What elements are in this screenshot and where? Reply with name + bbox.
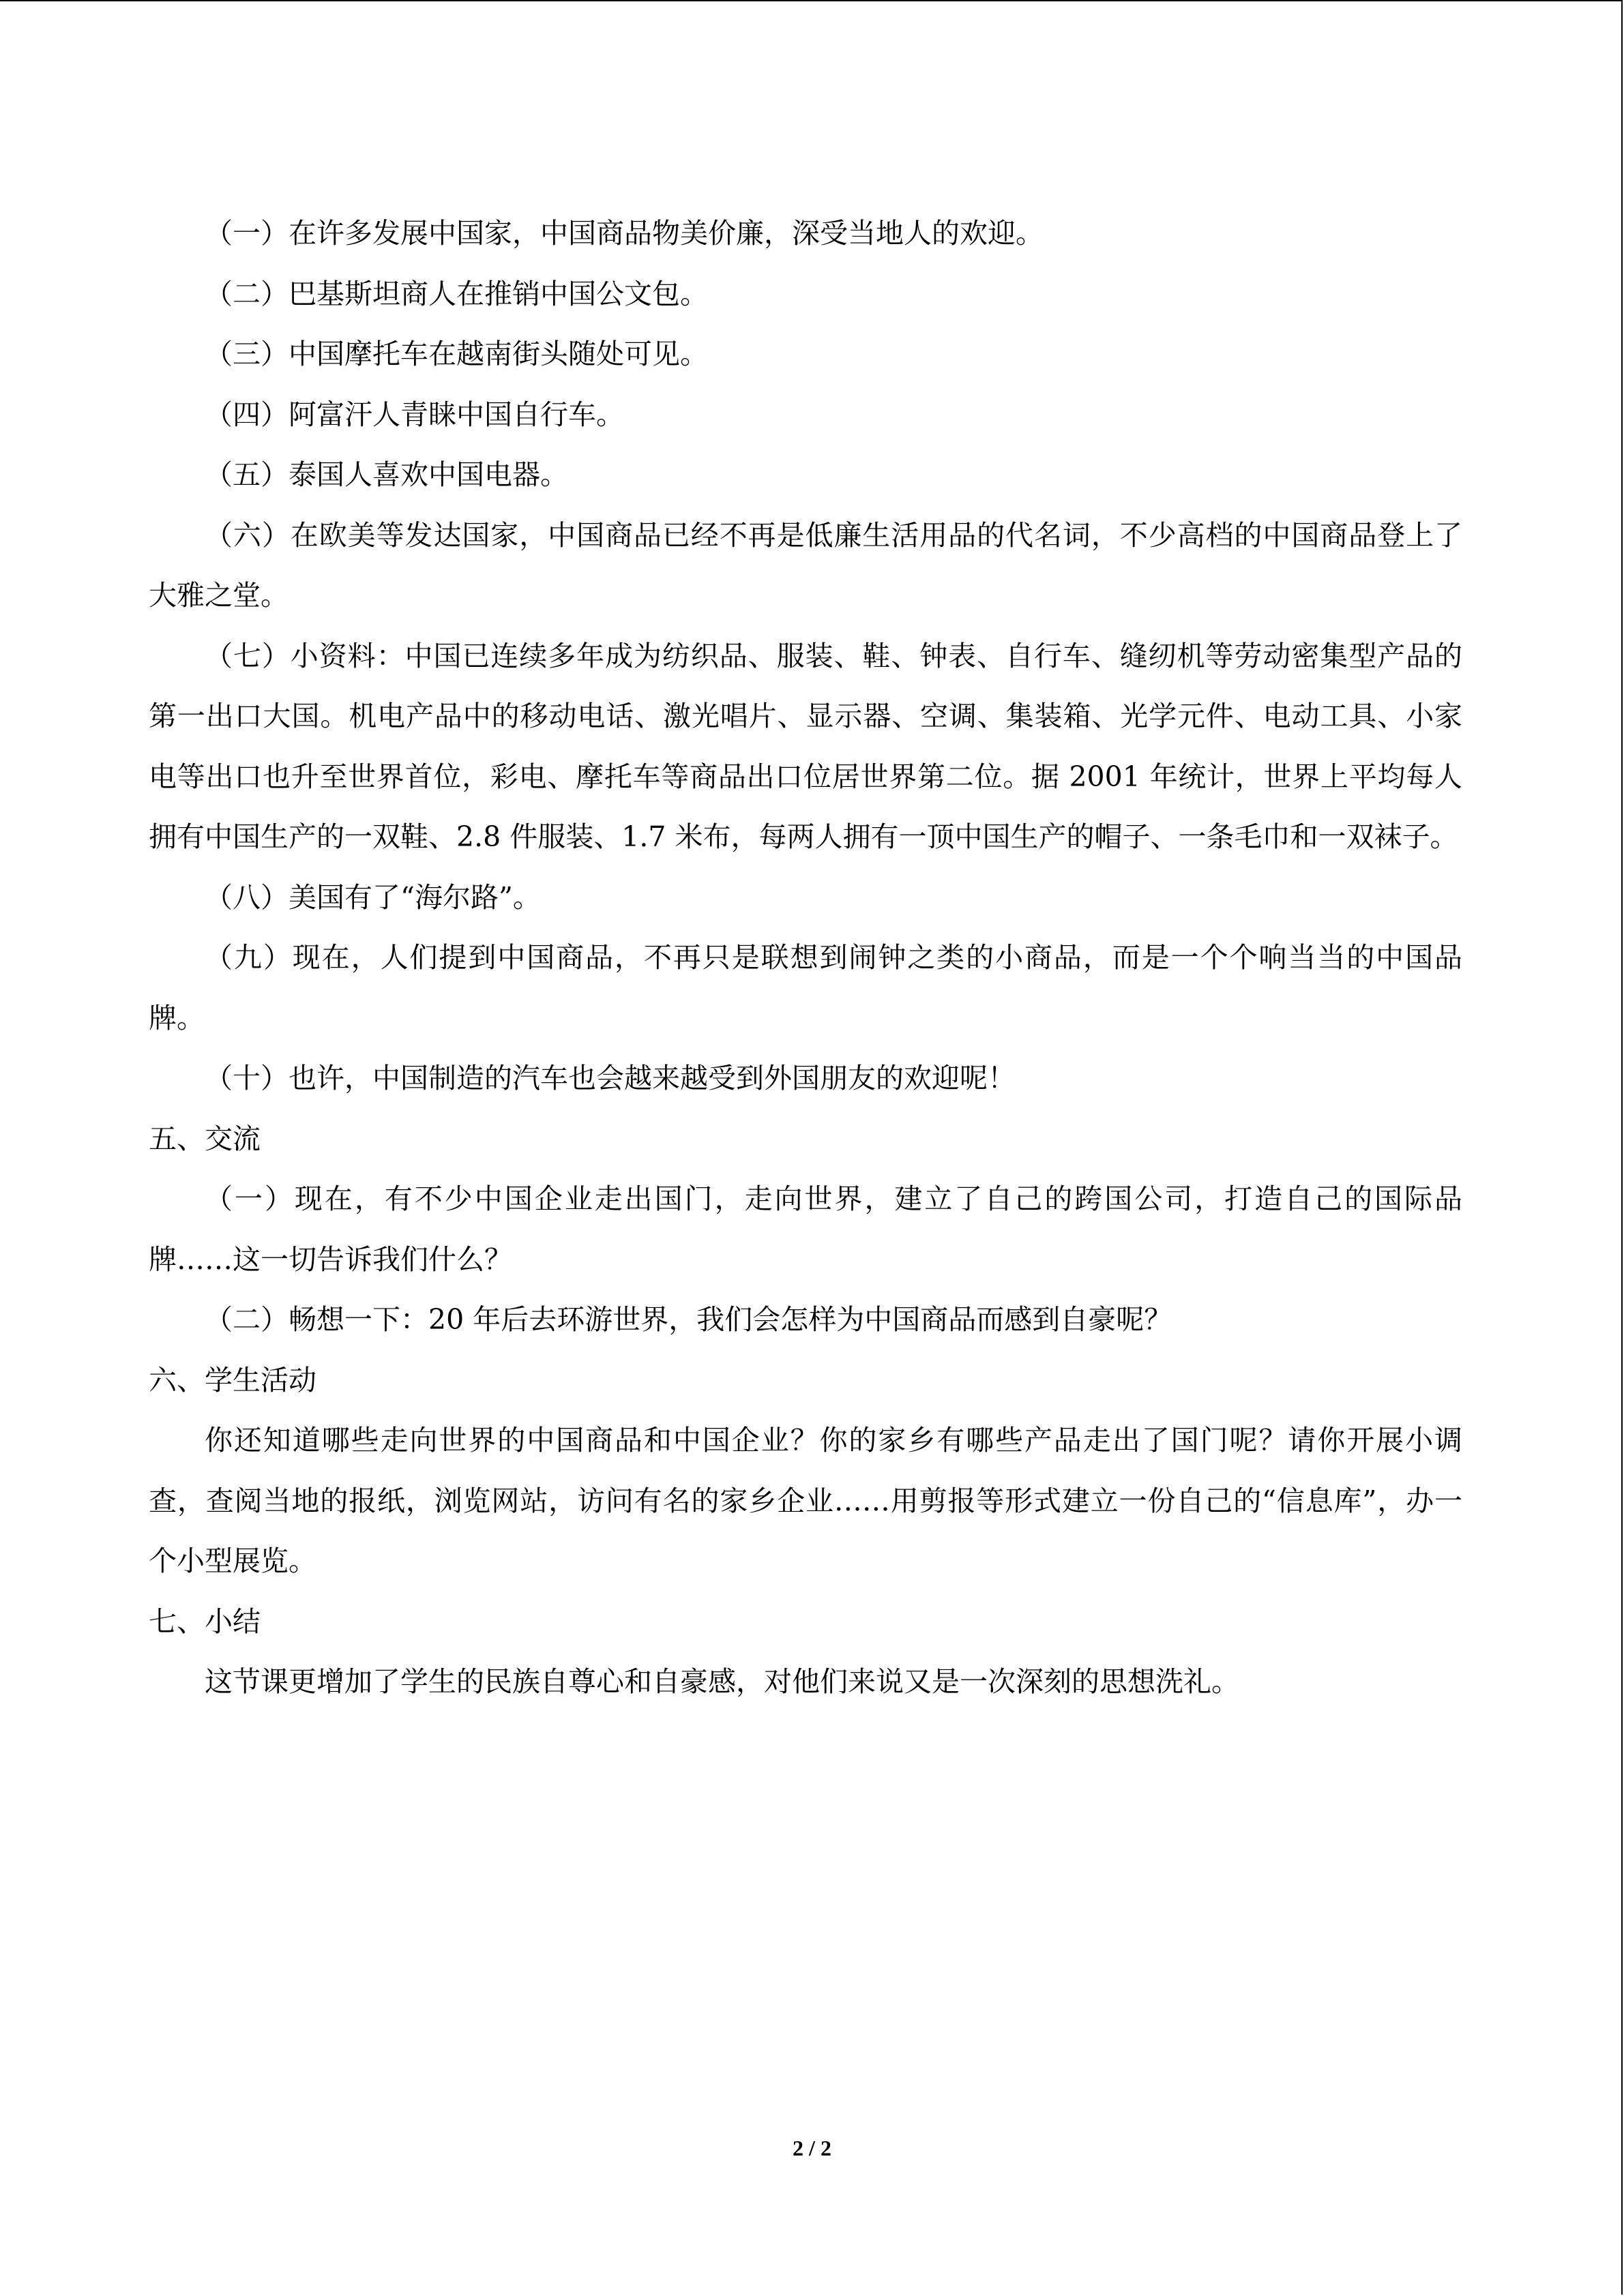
- list-item-10: （十）也许，中国制造的汽车也会越来越受到外国朋友的欢迎呢！: [205, 1062, 1016, 1094]
- page-number: 2 / 2: [793, 2136, 831, 2160]
- student-activity-paragraph: 你还知道哪些走向世界的中国商品和中国企业？你的家乡有哪些产品走出了国门呢？请你开展小调查，查阅当地的报纸，浏览网站，访问有名的家乡企业……用剪报等形式建立一份自己的“信息库”，办一个小型展览。: [149, 1424, 1462, 1577]
- list-item-9: （九）现在，人们提到中国商品，不再只是联想到闹钟之类的小商品，而是一个个响当当的中国品牌。: [149, 941, 1462, 1034]
- list-item-communication-2: （二）畅想一下：20 年后去环游世界，我们会怎样为中国商品而感到自豪呢？: [205, 1303, 1172, 1336]
- list-item-4: （四）阿富汗人青睐中国自行车。: [205, 398, 624, 431]
- list-item-5: （五）泰国人喜欢中国电器。: [205, 458, 568, 491]
- section-heading-student-activity: 六、学生活动: [149, 1363, 316, 1397]
- document-body: [149, 203, 1462, 1712]
- section-heading-summary: 七、小结: [149, 1605, 261, 1638]
- list-item-7: （七）小资料：中国已连续多年成为纺织品、服装、鞋、钟表、自行车、缝纫机等劳动密集型产品的第一出口大国。机电产品中的移动电话、激光唱片、显示器、空调、集装箱、光学元件、电动工具、小家电等出口也升至世界首位，彩电、摩托车等商品出口位居世界第二位。据 2001 年统计，世界上平均每人拥有中国生产的一双鞋、2.8 件服装、1.7 米布，每两人拥有一顶中国生产的帽子、一条毛巾和一双袜子。: [149, 639, 1462, 853]
- list-item-communication-1: （一）现在，有不少中国企业走出国门，走向世界，建立了自己的跨国公司，打造自己的国际品牌……这一切告诉我们什么？: [149, 1182, 1462, 1276]
- summary-paragraph: 这节课更增加了学生的民族自尊心和自豪感，对他们来说又是一次深刻的思想洗礼。: [205, 1665, 1239, 1698]
- list-item-8: （八）美国有了“海尔路”。: [205, 880, 541, 914]
- section-heading-communication: 五、交流: [149, 1122, 261, 1155]
- list-item-6: （六）在欧美等发达国家，中国商品已经不再是低廉生活用品的代名词，不少高档的中国商品登上了大雅之堂。: [149, 518, 1462, 612]
- list-item-1: （一）在许多发展中国家，中国商品物美价廉，深受当地人的欢迎。: [205, 217, 1044, 250]
- list-item-3: （三）中国摩托车在越南街头随处可见。: [205, 338, 708, 370]
- list-item-2: （二）巴基斯坦商人在推销中国公文包。: [205, 277, 708, 310]
